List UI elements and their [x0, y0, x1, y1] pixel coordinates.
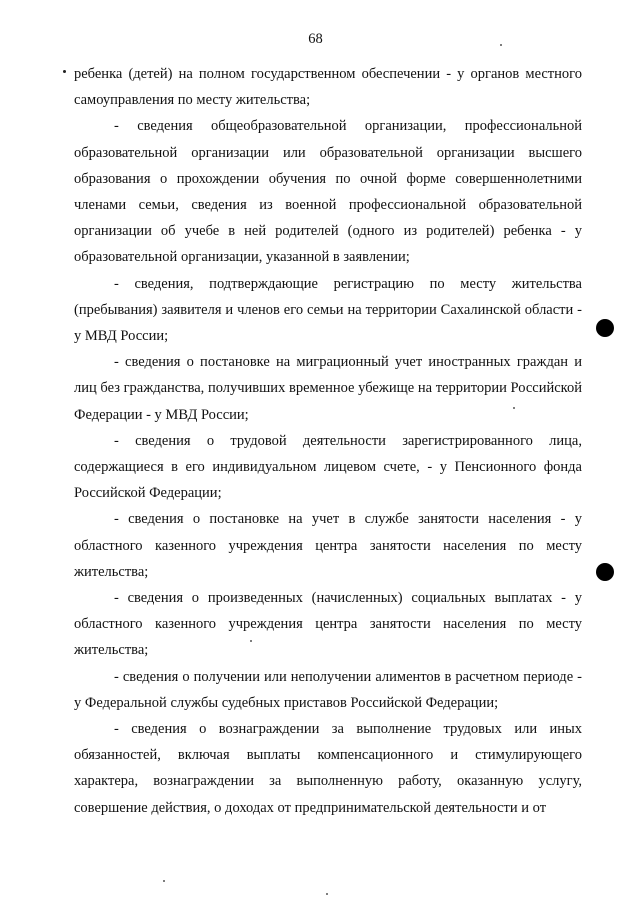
paragraph-continuation: ребенка (детей) на полном государственном обеспечении - у органов местного самоуправления по месту жительства; [74, 66, 582, 109]
paragraph-social-payments: - сведения о произведенных (начисленных) социальных выплатах - у областного казенного учреждения центра занятости населения по месту жительства; [74, 590, 582, 659]
paragraph-registration-info: - сведения, подтверждающие регистрацию по месту жительства (пребывания) заявителя и членов его семьи на территории Сахалинской области - у МВД России; [74, 275, 582, 345]
scan-speck [326, 893, 328, 895]
paragraph-migration-info: - сведения о постановке на миграционный учет иностранных граждан и лиц без гражданства, получивших временное убежище на территории Российской Федерации - у МВД России; [74, 354, 582, 423]
document-body [74, 61, 582, 821]
scan-speck [513, 407, 515, 409]
paragraph-labor-activity-info: - сведения о трудовой деятельности зарегистрированного лица, содержащиеся в его индивидуальном лицевом счете, - у Пенсионного фонда Российской Федерации; [74, 432, 582, 502]
scan-speck [63, 70, 66, 73]
punch-hole-mark [596, 563, 614, 581]
page-number: 68 [308, 31, 323, 47]
paragraph-alimony-info: - сведения о получении или неполучении алиментов в расчетном периоде - у Федеральной службы судебных приставов Российской Федерации; [74, 668, 582, 711]
paragraph-employment-registration: - сведения о постановке на учет в службе занятости населения - у областного казенного учреждения центра занятости населения по месту жительства; [74, 511, 582, 580]
scan-speck [163, 880, 165, 882]
scan-speck [250, 640, 252, 642]
paragraph-education-info: - сведения общеобразовательной организации, профессиональной образовательной организации или образовательной организации высшего образования о прохождении обучения по очной форме совершеннолетними членами семьи, сведения из военной профессиональной образовательной организации об учебе в ней родителей (одного из родителей) ребенка - у образовательной организации, указанной в заявлении; [74, 118, 582, 266]
paragraph-remuneration-info: - сведения о вознаграждении за выполнение трудовых или иных обязанностей, включая выплаты компенсационного и стимулирующего характера, вознаграждении за выполненную работу, оказанную услугу, совершение действия, о доходах от предпринимательской деятельности и от [74, 721, 582, 816]
punch-hole-mark [596, 319, 614, 337]
scan-speck [500, 44, 502, 46]
